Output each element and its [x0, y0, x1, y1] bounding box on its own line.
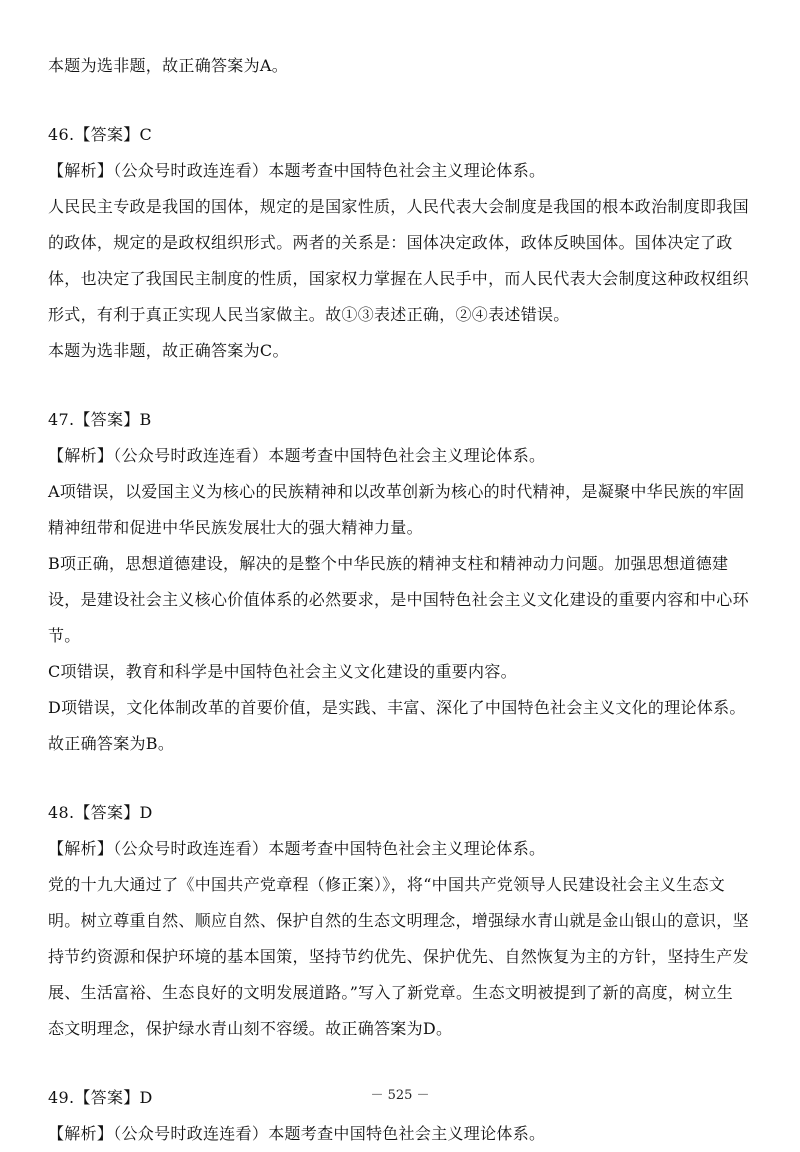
explanation-line: 【解析】（公众号时政连连看）本题考查中国特色社会主义理论体系。 [48, 1124, 546, 1143]
answer-section-46 [48, 117, 752, 369]
explanation-line: 人民民主专政是我国的国体，规定的是国家性质，人民代表大会制度是我国的根本政治制度即我国 [48, 197, 749, 216]
explanation-line: 节。 [48, 626, 81, 645]
explanation-line: 设，是建设社会主义核心价值体系的必然要求，是中国特色社会主义文化建设的重要内容和中心环 [48, 590, 749, 609]
explanation-line: 精神纽带和促进中华民族发展壮大的强大精神力量。 [48, 518, 423, 537]
explanation-line: 体，也决定了我国民主制度的性质，国家权力掌握在人民手中，而人民代表大会制度这种政权组织 [48, 269, 749, 288]
explanation-line: 党的十九大通过了《中国共产党章程（修正案）》，将“中国共产党领导人民建设社会主义生态文 [48, 875, 726, 894]
explanation-line: 【解析】（公众号时政连连看）本题考查中国特色社会主义理论体系。 [48, 446, 546, 465]
answer-heading-48: 48.【答案】D [48, 803, 153, 822]
section-gap [48, 1047, 752, 1080]
explanation-line: D项错误，文化体制改革的首要价值，是实践、丰富、深化了中国特色社会主义文化的理论体系。 [48, 698, 746, 717]
explanation-line: 形式，有利于真正实现人民当家做主。故①③表述正确，②④表述错误。 [48, 305, 570, 324]
answer-heading-49: 49.【答案】D [48, 1088, 153, 1107]
explanation-line: 的政体，规定的是政权组织形式。两者的关系是：国体决定政体，政体反映国体。国体决定了政 [48, 233, 733, 252]
page-number: － 525 － [370, 1088, 430, 1103]
intro-line: 本题为选非题，故正确答案为A。 [48, 56, 289, 75]
explanation-line: 展、生活富裕、生态良好的文明发展道路。”写入了新党章。生态文明被提到了新的高度，树立生 [48, 983, 734, 1002]
explanation-line: A项错误，以爱国主义为核心的民族精神和以改革创新为核心的时代精神，是凝聚中华民族的牢固 [48, 482, 745, 501]
section-gap [48, 369, 752, 402]
explanation-line: 故正确答案为B。 [48, 734, 175, 753]
explanation-line: C项错误，教育和科学是中国特色社会主义文化建设的重要内容。 [48, 662, 517, 681]
explanation-line: 明。树立尊重自然、顺应自然、保护自然的生态文明理念，增强绿水青山就是金山银山的意识，坚 [48, 911, 749, 930]
answer-heading-46: 46.【答案】C [48, 125, 153, 144]
explanation-line: B项正确，思想道德建设，解决的是整个中华民族的精神支柱和精神动力问题。加强思想道德建 [48, 554, 729, 573]
explanation-line: 持节约资源和保护环境的基本国策，坚持节约优先、保护优先、自然恢复为主的方针，坚持生产发 [48, 947, 749, 966]
explanation-line: 态文明理念，保护绿水青山刻不容缓。故正确答案为D。 [48, 1019, 453, 1038]
section-gap [48, 762, 752, 795]
explanation-line: 本题为选非题，故正确答案为C。 [48, 341, 289, 360]
explanation-line: 【解析】（公众号时政连连看）本题考查中国特色社会主义理论体系。 [48, 839, 546, 858]
explanation-line: 【解析】（公众号时政连连看）本题考查中国特色社会主义理论体系。 [48, 161, 546, 180]
answer-heading-47: 47.【答案】B [48, 410, 152, 429]
answer-section-48 [48, 795, 752, 1047]
section-gap [48, 84, 752, 117]
answer-section-47 [48, 402, 752, 762]
